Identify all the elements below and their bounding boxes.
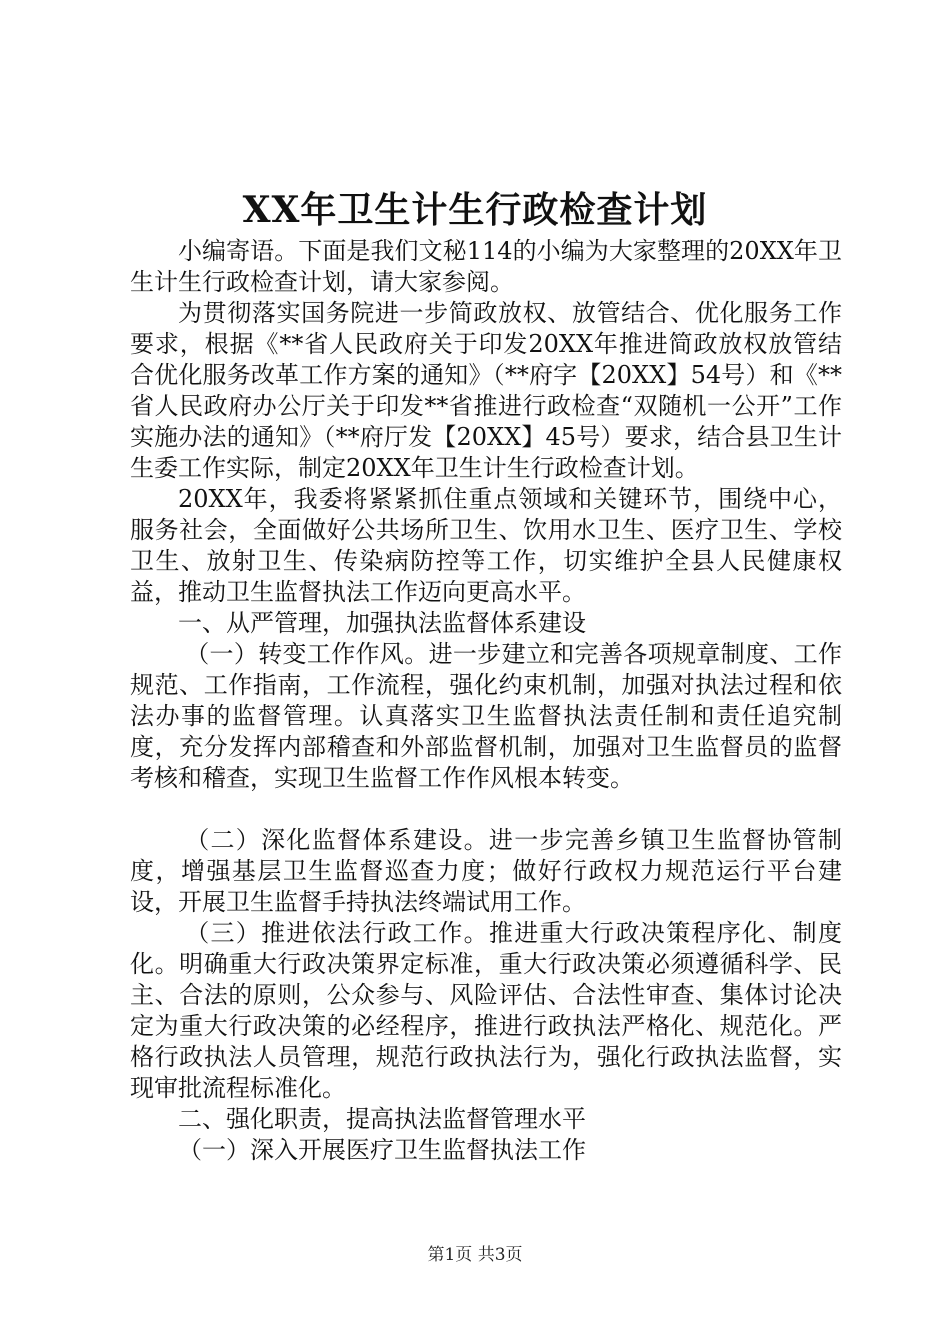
paragraph-section-1-2: （二）深化监督体系建设。进一步完善乡镇卫生监督协管制度，增强基层卫生监督巡查力度；做好行政权力规范运行平台建设，开展卫生监督手持执法终端试用工作。	[130, 826, 842, 916]
paragraph-section-1-1: （一）转变工作作风。进一步建立和完善各项规章制度、工作规范、工作指南，工作流程，强化约束机制，加强对执法过程和依法办事的监督管理。认真落实卫生监督执法责任制和责任追究制度，充分发挥内部稽查和外部监督机制，加强对卫生监督员的监督考核和稽查，实现卫生监督工作作风根本转变。	[130, 640, 842, 792]
section-heading-1: 一、从严管理，加强执法监督体系建设	[178, 609, 586, 637]
paragraph-intro: 小编寄语。下面是我们文秘114的小编为大家整理的20XX年卫生计生行政检查计划，请大家参阅。	[130, 237, 842, 296]
paragraph-goals: 20XX年，我委将紧紧抓住重点领域和关键环节，围绕中心，服务社会，全面做好公共场所卫生、饮用水卫生、医疗卫生、学校卫生、放射卫生、传染病防控等工作，切实维护全县人民健康权益，推动卫生监督执法工作迈向更高水平。	[130, 485, 842, 606]
paragraph-section-2-1: （一）深入开展医疗卫生监督执法工作	[178, 1136, 586, 1164]
paragraph-basis: 为贯彻落实国务院进一步简政放权、放管结合、优化服务工作要求，根据《**省人民政府关于印发20XX年推进简政放权放管结合优化服务改革工作方案的通知》（**府字【20XX】54号）和《**省人民政府办公厅关于印发**省推进行政检查“双随机一公开”工作实施办法的通知》（**府厅发【20XX】45号）要求，结合县卫生计生委工作实际，制定20XX年卫生计生行政检查计划。	[130, 299, 842, 482]
paragraph-section-1-3: （三）推进依法行政工作。推进重大行政决策程序化、制度化。明确重大行政决策界定标准，重大行政决策必须遵循科学、民主、合法的原则，公众参与、风险评估、合法性审查、集体讨论决定为重大行政决策的必经程序，推进行政执法严格化、规范化。严格行政执法人员管理，规范行政执法行为，强化行政执法监督，实现审批流程标准化。	[130, 919, 842, 1102]
section-heading-2: 二、强化职责，提高执法监督管理水平	[178, 1105, 586, 1133]
document-title: XX年卫生计生行政检查计划	[242, 189, 708, 231]
page-footer: 第1页 共3页	[427, 1245, 523, 1265]
document-body	[130, 236, 842, 1166]
